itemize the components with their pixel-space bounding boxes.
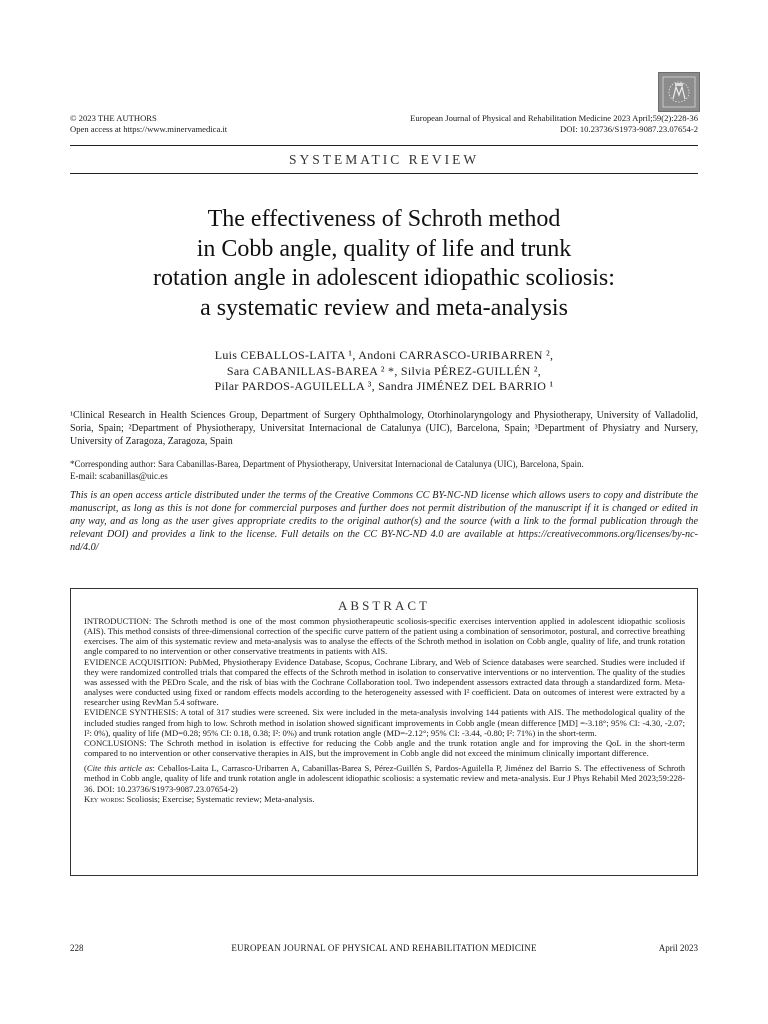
journal-citation-line: European Journal of Physical and Rehabilitation Medicine 2023 April;59(2):228-36 xyxy=(410,113,698,123)
citation-block: (Cite this article as: Ceballos-Laita L, Carrasco-Uribarren A, Cabanillas-Barea S, Pérez-Guillén S, Pardos-Aguilella P, Jiménez del Barrio S. The effectiveness of Schroth method in Cobb angle, quality of life and trunk rotation angle in adolescent idiopathic scoliosis: a systematic review and meta-analysis. Eur J Phys Rehabil Med 2023;59:228-36. DOI: 10.23736/S1973-9087.23.07654-2) xyxy=(84,763,685,794)
title-line: The effectiveness of Schroth method xyxy=(207,206,561,232)
cite-label: Cite this article as xyxy=(86,763,153,774)
author-line: Pilar PARDOS-AGUILELLA ³, Sandra JIMÉNEZ DEL BARRIO ¹ xyxy=(214,379,554,393)
journal-logo-emblem-icon xyxy=(659,73,699,111)
abstract-conclusions: CONCLUSIONS: The Schroth method in isolation is effective for reducing the Cobb angle and the trunk rotation angle and for improving the QoL in the short-term compared to no intervention or other conservative therapies in AIS, but the improvement in Cobb angle did not exceed the minimum clinically important difference. xyxy=(84,737,685,759)
title-line: a systematic review and meta-analysis xyxy=(200,294,568,321)
abstract-evidence-acquisition: EVIDENCE ACQUISITION: PubMed, Physiotherapy Evidence Database, Scopus, Cochrane Library, and Web of Science databases were searched. Studies were included if they were randomized controlled trials that compared the effects of the Schroth method in isolation to conservative interventions or no intervention. The quality of the studies was assessed with the PEDro Scale, and the risk of bias with the Cochrane Collaboration tool. Two independent assessors extracted data through a standardized form. Meta-analyses were conducted using fixed or random effects models according to the heterogeneity assessed with I² coefficient. Data on outcomes of interest were extracted by a researcher using RevMan 5.4 software. xyxy=(84,656,685,708)
article-title xyxy=(100,205,668,323)
author-list xyxy=(100,348,668,395)
abstract-heading: ABSTRACT xyxy=(338,598,430,613)
cite-text: : Ceballos-Laita L, Carrasco-Uribarren A, Cabanillas-Barea S, Pérez-Guillén S, Pardos-Aguilella P, Jiménez del Barrio S. The effectiveness of Schroth method in Cobb angle, quality of life and trunk rotation angle in adolescent idiopathic scoliosis: a systematic review and meta-analysis. Eur J Phys Rehabil Med 2023;59:228-36. DOI: 10.23736/S1973-9087.23.07654-2) xyxy=(84,763,685,794)
header-left xyxy=(70,113,227,134)
corresponding-author-line: *Corresponding author: Sara Cabanillas-Barea, Department of Physiotherapy, Universitat Internacional de Catalunya (UIC), Barcelona, Spain. xyxy=(70,459,584,469)
section-label: SYSTEMATIC REVIEW xyxy=(288,152,480,167)
author-line: Sara CABANILLAS-BAREA ² *, Silvia PÉREZ-GUILLÉN ², xyxy=(226,363,542,378)
corresponding-author xyxy=(70,459,698,482)
abstract-body xyxy=(84,616,685,804)
title-line: in Cobb angle, quality of life and trunk xyxy=(196,235,572,262)
abstract-box xyxy=(70,588,698,876)
abstract-evidence-synthesis: EVIDENCE SYNTHESIS: A total of 317 studies were screened. Six were included in the meta-analysis involving 144 patients with AIS. The methodological quality of the included studies ranged from high to low. Schroth method in isolation showed significant improvements in Cobb angle (mean difference [MD] =-3.18°; 95% CI: -4.30, -2.07; I²: 0%), quality of life (MD=0.28; 95% CI: 0.18, 0.38; I²: 0%) and trunk rotation angle (MD=-2.12°; 95% CI: -3.44, -0.80; I²: 71%) in the short-term. xyxy=(84,707,685,738)
journal-logo xyxy=(658,72,700,112)
header-right xyxy=(410,113,698,134)
key-words-text: : Scoliosis; Exercise; Systematic review; Meta-analysis. xyxy=(122,793,315,804)
doi-line: DOI: 10.23736/S1973-9087.23.07654-2 xyxy=(560,123,698,134)
abstract-introduction: INTRODUCTION: The Schroth method is one of the most common physiotherapeutic scoliosis-specific exercises intervention applied in adolescent idiopathic scoliosis (AIS). This method consists of three-dimensional correction of the specific curve pattern of the patient using a combination of sensorimotor, postural, and corrective breathing exercises. The aim of this systematic review and meta-analysis was to analyse the effects of the Schroth method in isolation on Cobb angle, quality of life, and trunk rotation angle compared to no intervention or other conservative treatments in patients with AIS. xyxy=(84,616,685,657)
key-words xyxy=(84,794,685,804)
author-line: Luis CEBALLOS-LAITA ¹, Andoni CARRASCO-URIBARREN ², xyxy=(214,348,554,362)
copyright-line: © 2023 THE AUTHORS xyxy=(70,113,157,123)
section-rule-bottom xyxy=(70,173,698,174)
footer-date: April 2023 xyxy=(658,943,698,953)
page-number: 228 xyxy=(70,943,84,953)
affiliations: ¹Clinical Research in Health Sciences Group, Department of Surgery Ophthalmology, Otorhinolaryngology and Physiotherapy, University of Valladolid, Soria, Spain; ²Department of Physiotherapy, Universitat Internacional de Catalunya (UIC), Barcelona, Spain; ³Department of Physiatry and Nursery, University of Zaragoza, Zaragoza, Spain xyxy=(70,410,698,447)
corresponding-email[interactable]: E-mail: scabanillas@uic.es xyxy=(70,470,168,481)
title-line: rotation angle in adolescent idiopathic scoliosis: xyxy=(153,265,615,291)
open-access-line: Open access at https://www.minervamedica.it xyxy=(70,123,228,134)
license-statement: This is an open access article distributed under the terms of the Creative Commons CC BY-NC-ND license which allows users to copy and distribute the manuscript, as long as this is not done for commercial purposes and further does not permit distribution of the manuscript if it is changed or edited in any way, and as long as the user gives appropriate credits to the original author(s) and the source (with a link to the formal publication through the relevant DOI) and provides a link to the license. Full details on the CC BY-NC-ND 4.0 are available at https://creativecommons.org/licenses/by-nc-nd/4.0/ xyxy=(70,490,698,553)
section-rule-top xyxy=(70,145,698,146)
footer-journal-name: EUROPEAN JOURNAL OF PHYSICAL AND REHABILITATION MEDICINE xyxy=(231,943,537,953)
key-words-label: Key words xyxy=(84,793,123,804)
